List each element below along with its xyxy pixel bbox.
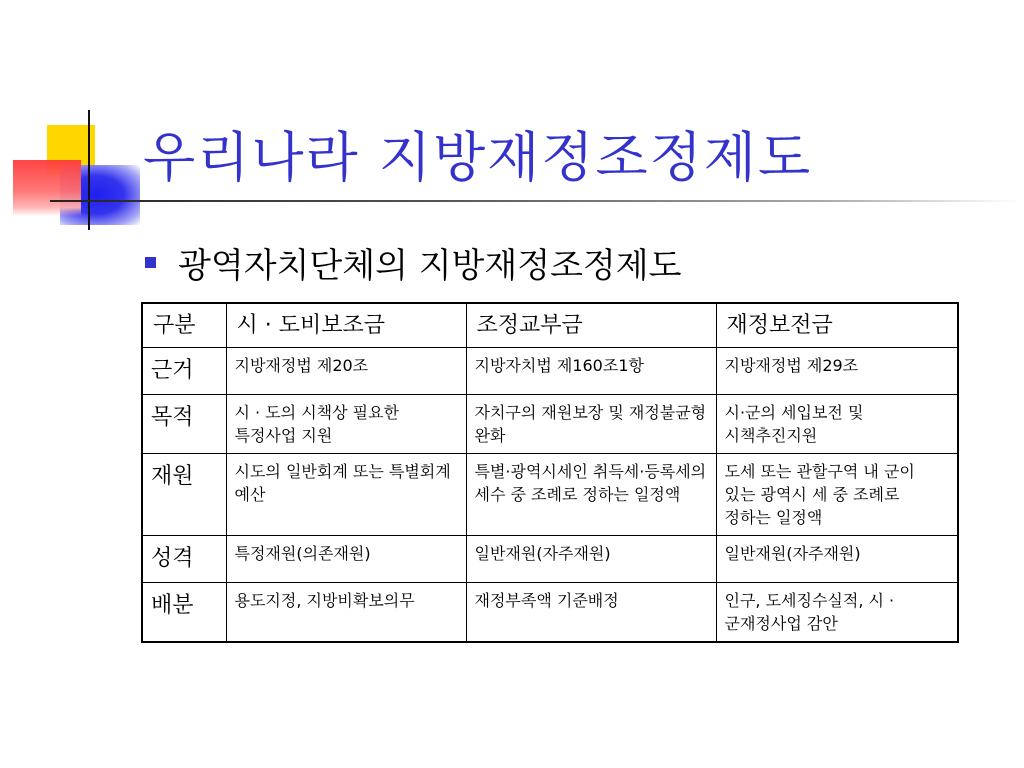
title-underline: [50, 200, 1020, 202]
header-cell: 조정교부금: [466, 303, 716, 348]
table-cell: 특정재원(의존재원): [226, 536, 466, 583]
header-cell: 구분: [142, 303, 226, 348]
row-label: 재원: [142, 454, 226, 536]
table-cell: 인구, 도세징수실적, 시 · 군재정사업 감안: [716, 583, 958, 643]
table-row: [142, 583, 958, 643]
table-row: [142, 395, 958, 454]
table-cell: 지방자치법 제160조1항: [466, 348, 716, 395]
table-cell: 일반재원(자주재원): [466, 536, 716, 583]
table-cell: 특별·광역시세인 취득세·등록세의 세수 중 조례로 정하는 일정액: [466, 454, 716, 536]
table-cell: 일반재원(자주재원): [716, 536, 958, 583]
row-label: 근거: [142, 348, 226, 395]
table-cell: 도세 또는 관할구역 내 군이 있는 광역시 세 중 조례로 정하는 일정액: [716, 454, 958, 536]
table-row: [142, 348, 958, 395]
table-cell: 재정부족액 기준배정: [466, 583, 716, 643]
header-cell: 시 · 도비보조금: [226, 303, 466, 348]
slide-title: 우리나라 지방재정조정제도: [143, 126, 813, 189]
table-header-row: [142, 303, 958, 348]
row-label: 목적: [142, 395, 226, 454]
comparison-table: [141, 302, 959, 643]
table-cell: 시도의 일반회계 또는 특별회계 예산: [226, 454, 466, 536]
decor-vertical-line: [88, 110, 90, 230]
bullet-text: 광역자치단체의 지방재정조정제도: [178, 246, 682, 286]
row-label: 배분: [142, 583, 226, 643]
table-cell: 시·군의 세입보전 및 시책추진지원: [716, 395, 958, 454]
table-row: [142, 454, 958, 536]
table-cell: 지방재정법 제20조: [226, 348, 466, 395]
decor-red-square: [13, 160, 81, 216]
table-cell: 자치구의 재원보장 및 재정불균형 완화: [466, 395, 716, 454]
table-cell: 지방재정법 제29조: [716, 348, 958, 395]
bullet-item: [145, 238, 681, 287]
table-cell: 용도지정, 지방비확보의무: [226, 583, 466, 643]
header-cell: 재정보전금: [716, 303, 958, 348]
square-bullet-icon: [145, 257, 156, 268]
table-row: [142, 536, 958, 583]
row-label: 성격: [142, 536, 226, 583]
table-cell: 시 · 도의 시책상 필요한 특정사업 지원: [226, 395, 466, 454]
